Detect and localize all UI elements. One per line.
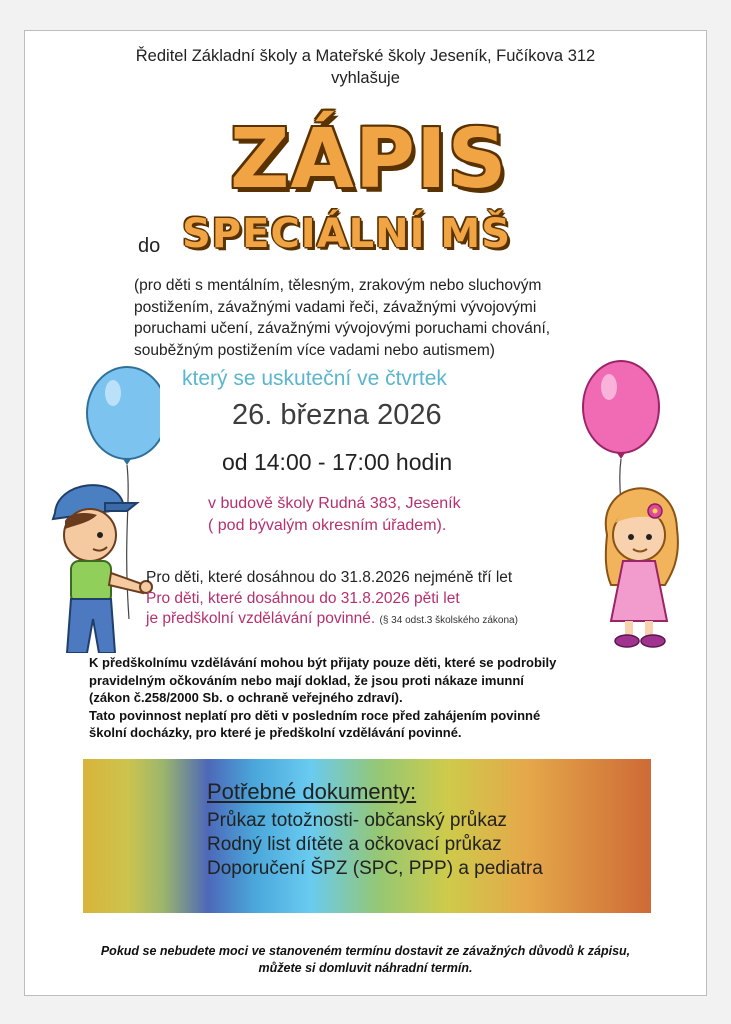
document-item: Doporučení ŠPZ (SPC, PPP) a pediatra (207, 858, 543, 879)
vaccination-line: Tato povinnost neplatí pro děti v posledním roce před zahájením povinné (89, 707, 541, 723)
blue-balloon (87, 367, 160, 459)
boy-jeans (67, 599, 115, 653)
description-line: poruchami učení, závažnými vývojovými poruchami chování, (134, 320, 551, 337)
vaccination-line: pravidelným očkováním nebo mají doklad, že jsou proti nákaze imunní (89, 672, 524, 688)
event-time: od 14:00 - 17:00 hodin (222, 449, 453, 475)
documents-title: Potřebné dokumenty: (207, 779, 417, 804)
place-line: v budově školy Rudná 383, Jeseník (208, 495, 461, 512)
balloon-string (127, 465, 129, 619)
law-reference: (§ 34 odst.3 školského zákona) (379, 615, 518, 626)
documents-box (83, 759, 651, 913)
poster (24, 30, 707, 996)
pink-balloon (583, 361, 659, 453)
girl-with-balloon-illustration (577, 359, 692, 649)
event-date: 26. března 2026 (232, 399, 442, 431)
eligibility-description (134, 275, 654, 361)
place-line: ( pod bývalým okresním úřadem). (208, 517, 447, 534)
boy-shirt (71, 561, 111, 603)
age-info-three-years: Pro děti, které dosáhnou do 31.8.2026 nejméně tří let (146, 569, 513, 586)
age-line: Pro děti, které dosáhnou do 31.8.2026 pěti let (146, 590, 460, 607)
footer-line: Pokud se nebudete moci ve stanoveném termínu dostavit ze závažných důvodů k zápisu, (100, 944, 631, 958)
vaccination-line: K předškolnímu vzdělávání mohou být přijaty pouze děti, které se podrobily (89, 655, 557, 670)
document-item: Průkaz totožnosti- občanský průkaz (207, 810, 507, 831)
age-info-five-years (146, 589, 518, 631)
header-line-2: vyhlašuje (331, 69, 400, 87)
vaccination-line: školní docházky, pro které je předškolní vzdělávání povinné. (89, 725, 462, 741)
description-line: (pro děti s mentálním, tělesným, zrakovým nebo sluchovým (134, 277, 542, 294)
age-line (146, 609, 518, 631)
vaccination-line: (zákon č.258/2000 Sb. o ochraně veřejného zdraví). (89, 690, 403, 706)
mandatory-note: je předškolní vzdělávání povinné. (146, 610, 376, 627)
title-sub: SPECIÁLNÍ MŠ (182, 211, 512, 257)
description-line: souběžným postižením více vadami nebo autismem) (134, 341, 495, 359)
description-line: postižením, závažnými vadami řeči, závažnými vývojovými (134, 298, 537, 316)
title-prefix: do (138, 235, 161, 257)
title-main: ZÁPIS (230, 112, 508, 207)
document-item: Rodný list dítěte a očkovací průkaz (207, 834, 502, 855)
footer-line: můžete si domluvit náhradní termín. (258, 961, 473, 975)
vaccination-notice (89, 654, 679, 742)
event-weekday: který se uskuteční ve čtvrtek (182, 367, 447, 390)
event-place (208, 493, 461, 537)
footer-note (25, 943, 706, 977)
boy-with-balloon-illustration (45, 363, 160, 653)
header-line-1: Ředitel Základní školy a Mateřské školy Jeseník, Fučíkova 312 (135, 47, 596, 65)
